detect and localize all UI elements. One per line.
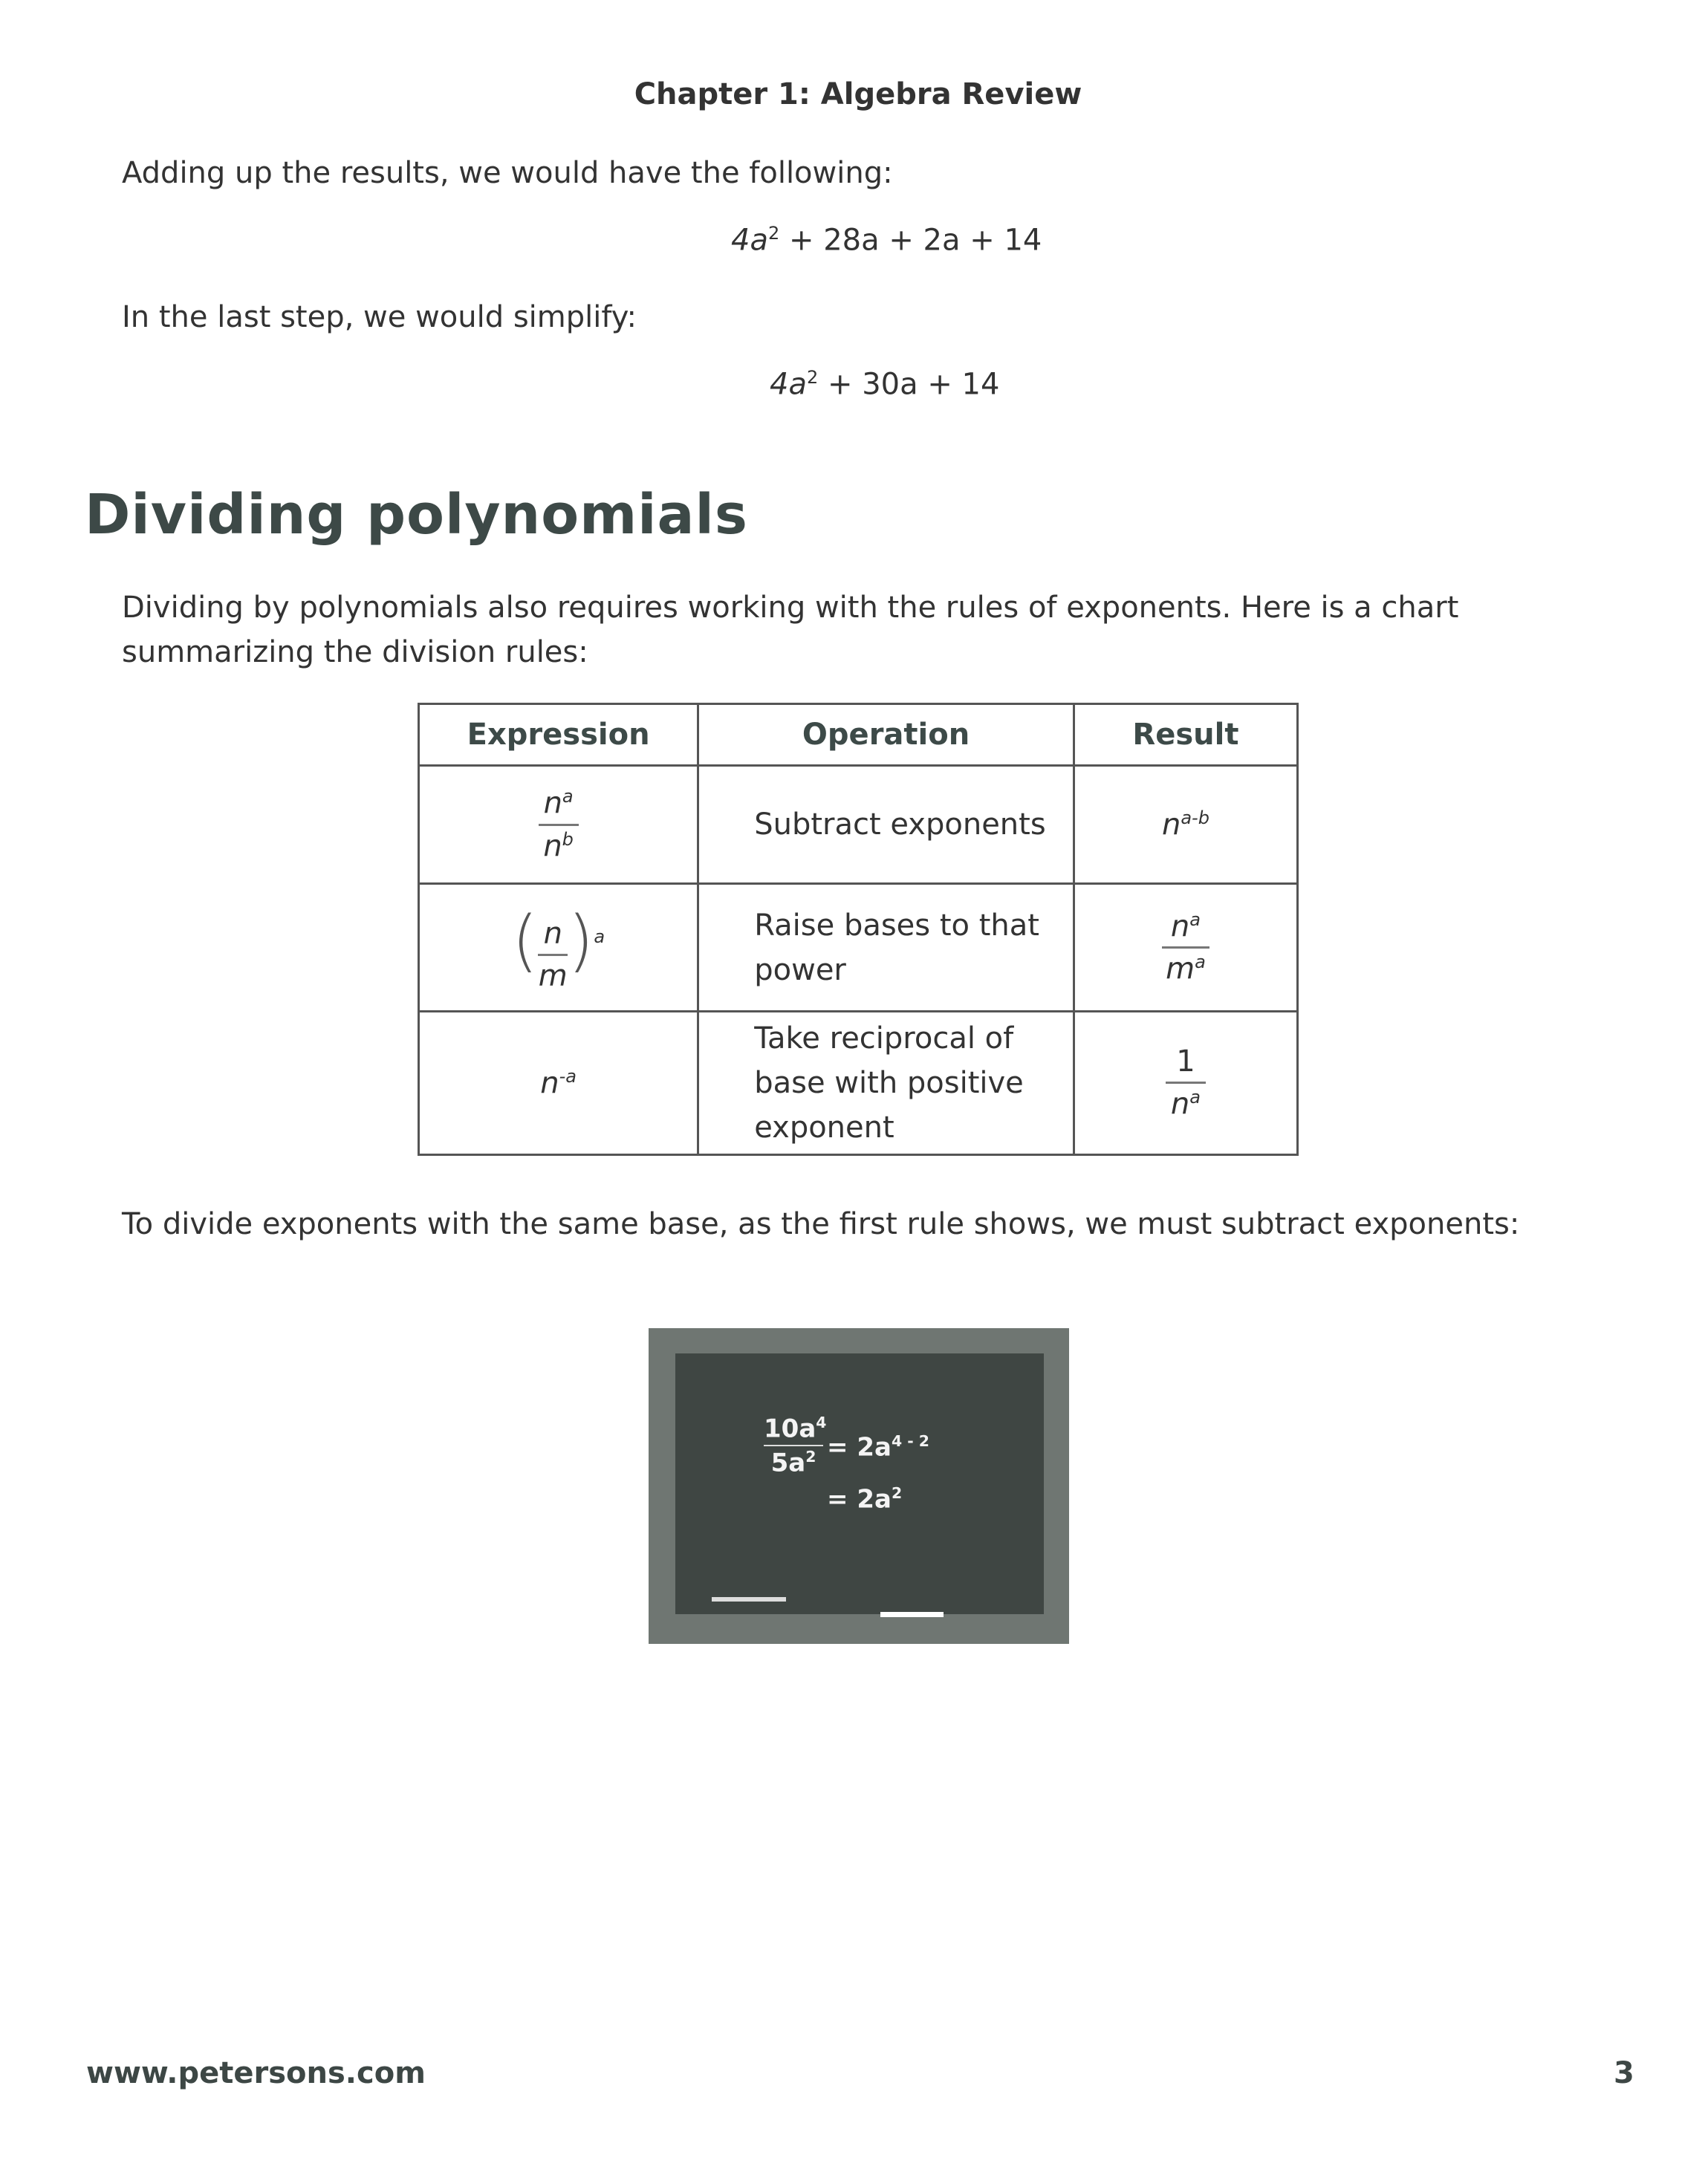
header-operation: Operation [698,704,1074,766]
page-number: 3 [1614,2056,1634,2090]
equation [731,223,1042,257]
eq-rest: + 28a + 2a + 14 [779,223,1042,258]
expression-cell: $n^{-a}$ [419,1012,698,1155]
paragraph-line: Dividing by polynomials also requires working with the rules of exponents. Here is a chart [122,591,1459,625]
table-header-row [419,704,1298,766]
eq-rest: + 30a + 14 [818,367,1000,402]
footer-website: www.petersons.com [86,2056,426,2090]
expression-cell: $\frac{n^a}{n^b}$ [419,766,698,884]
equation [770,367,999,401]
paragraph: Adding up the results, we would have the following: [122,156,893,190]
eq-term: 4a [770,367,807,402]
table-row [419,1012,1298,1155]
header-result: Result [1074,704,1297,766]
eq-exponent: 2 [806,367,819,388]
paragraph: To divide exponents with the same base, as the first rule shows, we must subtract exponents: [122,1207,1520,1241]
operation-cell: Subtract exponents [698,766,1074,884]
result-cell: $\frac{1}{n^a}$ [1074,1012,1297,1155]
operation-cell: Raise bases to that power [698,884,1074,1012]
result-cell: $\frac{n^a}{m^a}$ [1074,884,1297,1012]
chalk-step2: = $2a^2$ [827,1484,903,1515]
operation-cell: Take reciprocal of base with positive exponent [698,1012,1074,1155]
paragraph: In the last step, we would simplify: [122,300,637,334]
chalk-step1: = $2a^{4 - 2}$ [827,1432,929,1463]
chalk-fraction: $10a^4$ $5a^2$ [764,1414,827,1478]
chalk-piece [880,1612,944,1617]
eq-term: 4a [731,223,768,258]
section-heading: Dividing polynomials [85,483,748,547]
table-row [419,884,1298,1012]
chalkboard-illustration [649,1328,1069,1644]
chalk-piece [712,1597,786,1602]
eq-exponent: 2 [767,223,780,244]
division-rules-table [418,703,1299,1156]
paragraph-line: summarizing the division rules: [122,635,588,669]
result-cell: $n^{a-b}$ [1074,766,1297,884]
table-row [419,766,1298,884]
expression-cell: ( $\frac{n}{m}$ )$^a$ [419,884,698,1012]
header-expression: Expression [419,704,698,766]
chapter-header: Chapter 1: Algebra Review [634,77,1082,111]
